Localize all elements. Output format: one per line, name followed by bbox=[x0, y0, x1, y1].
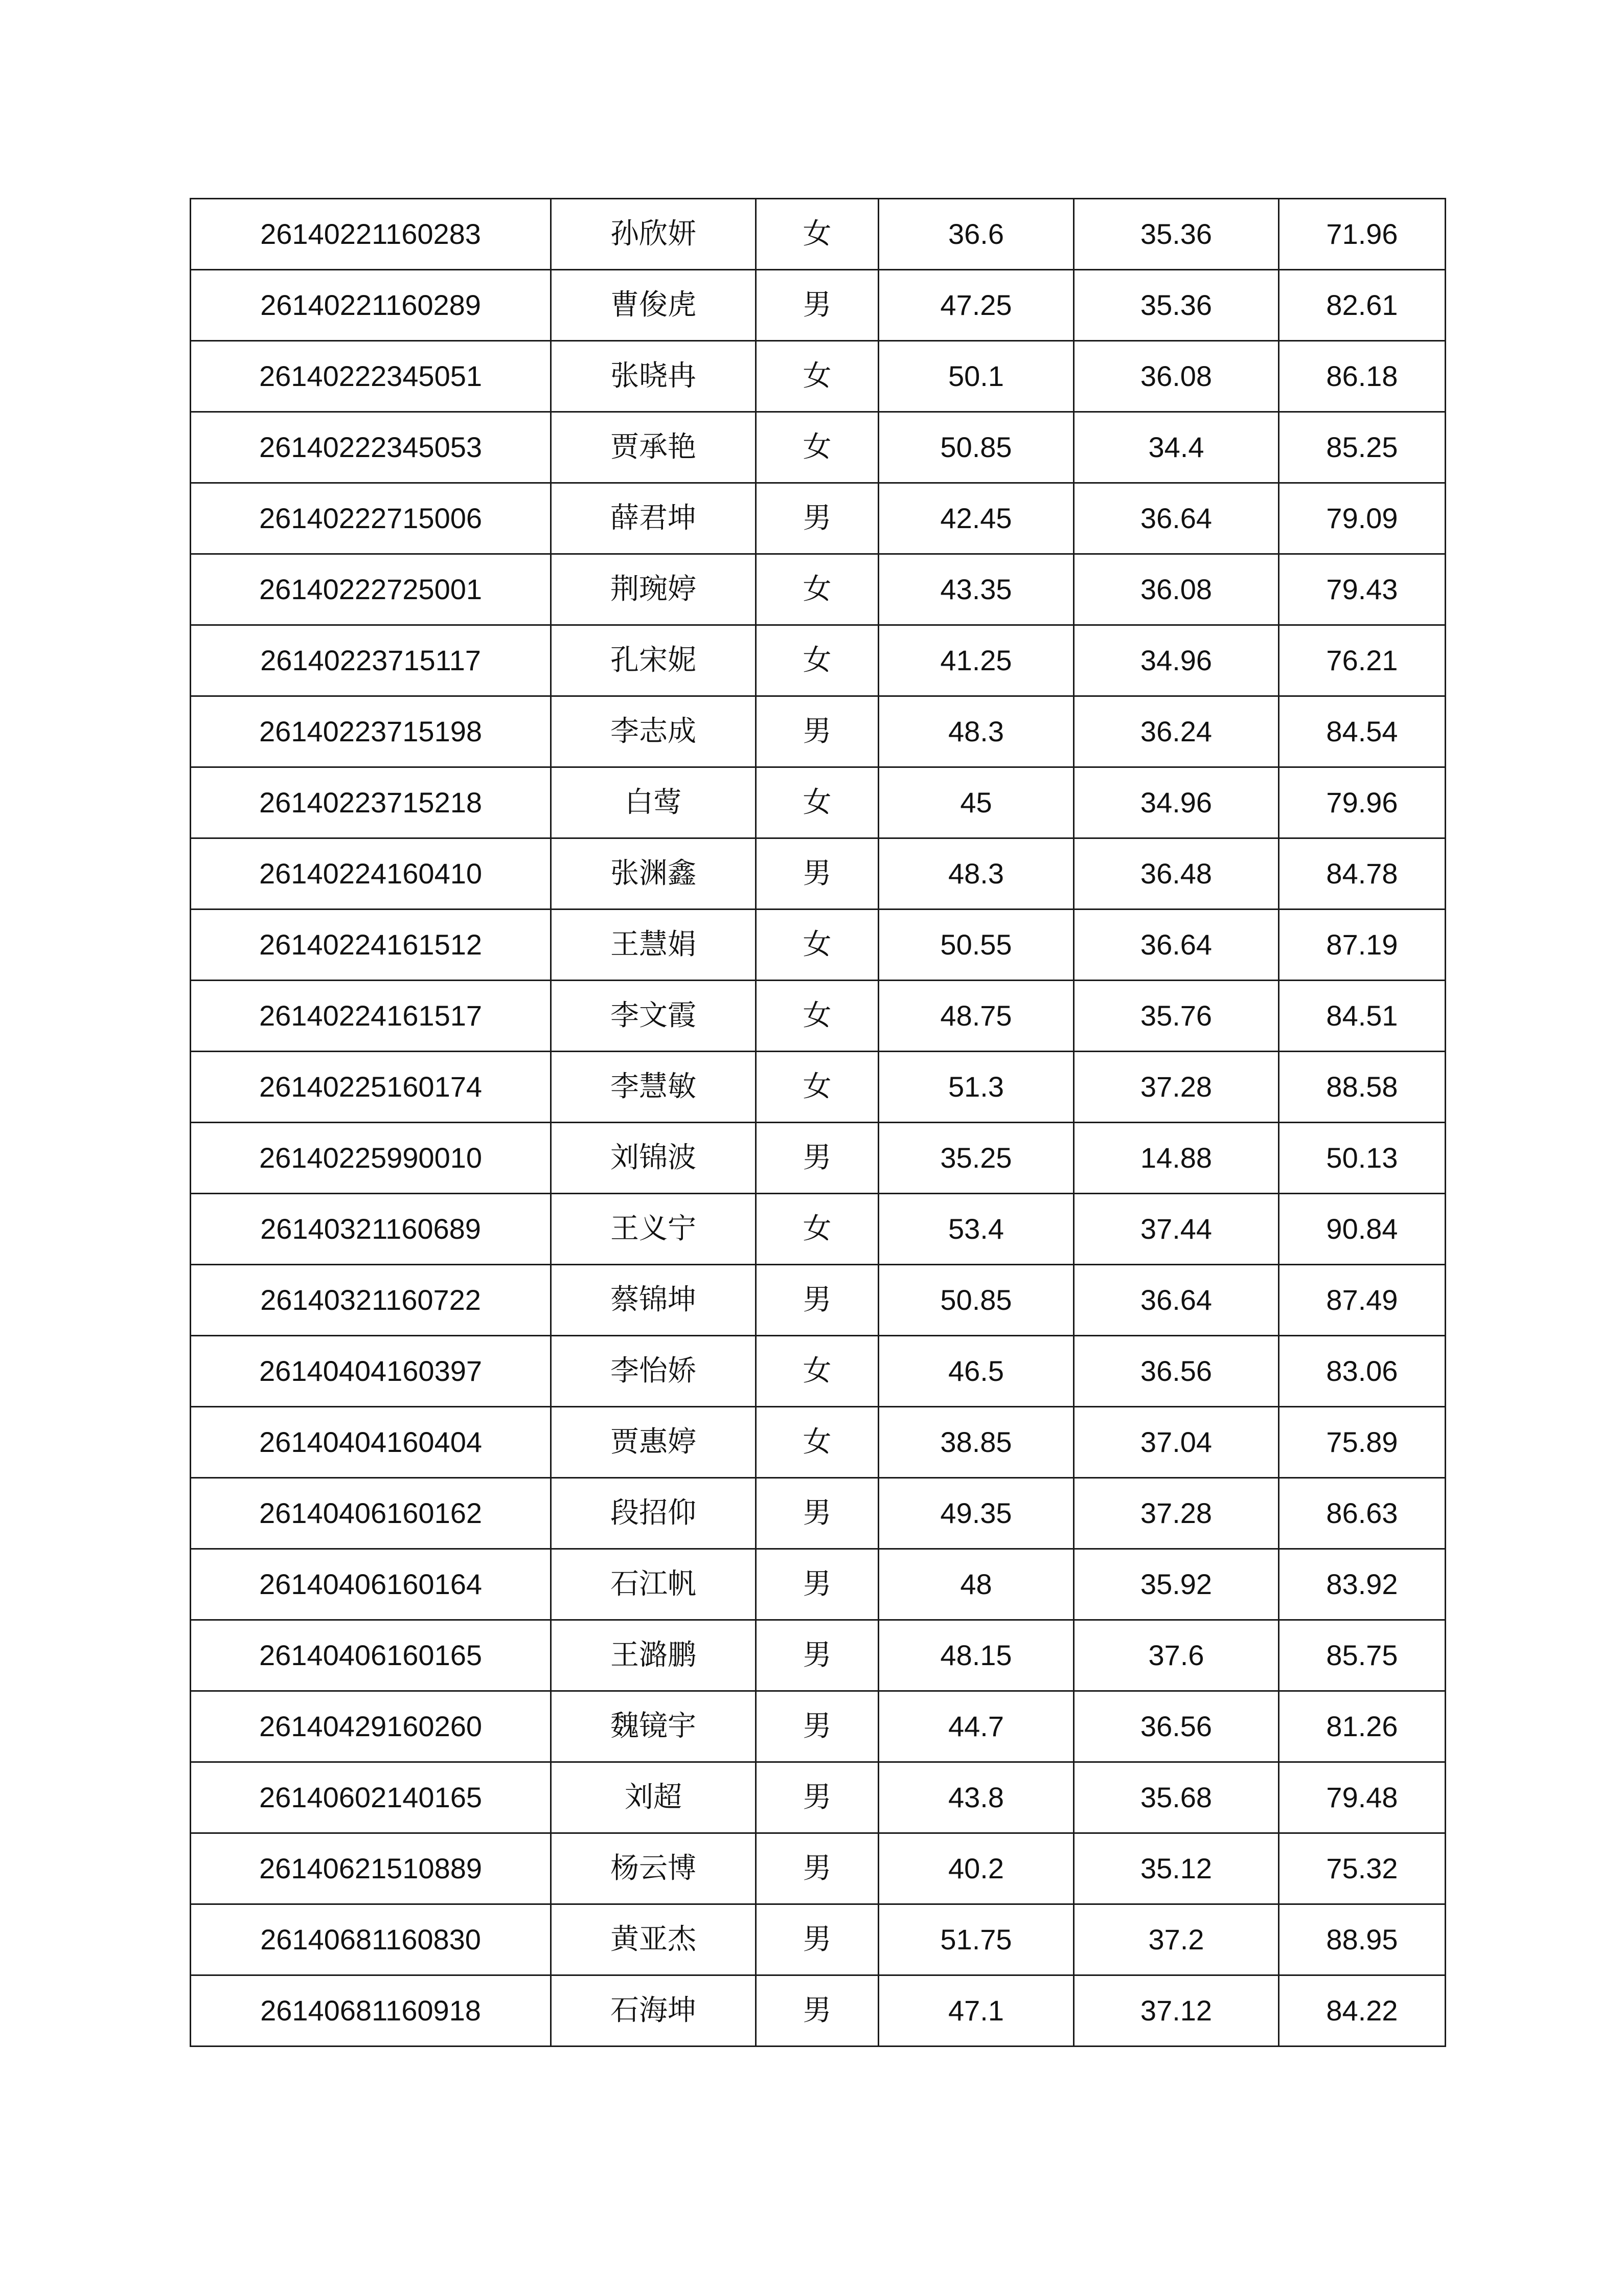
gender-cell: 女 bbox=[756, 199, 879, 270]
score-2-cell: 14.88 bbox=[1074, 1123, 1279, 1194]
candidate-name-cell: 曹俊虎 bbox=[551, 270, 756, 341]
candidate-name-cell: 石海坤 bbox=[551, 1975, 756, 2047]
score-1-cell: 44.7 bbox=[879, 1691, 1074, 1762]
candidate-name-cell: 杨云博 bbox=[551, 1833, 756, 1904]
candidate-id-cell: 26140225990010 bbox=[191, 1123, 551, 1194]
total-score-cell: 84.51 bbox=[1279, 981, 1446, 1052]
score-2-cell: 36.08 bbox=[1074, 341, 1279, 412]
table-row bbox=[191, 1194, 1446, 1265]
total-score-cell: 79.09 bbox=[1279, 483, 1446, 554]
gender-cell: 男 bbox=[756, 483, 879, 554]
gender-cell: 女 bbox=[756, 554, 879, 625]
total-score-cell: 87.49 bbox=[1279, 1265, 1446, 1336]
score-1-cell: 47.25 bbox=[879, 270, 1074, 341]
score-2-cell: 35.36 bbox=[1074, 270, 1279, 341]
score-2-cell: 36.56 bbox=[1074, 1336, 1279, 1407]
gender-cell: 女 bbox=[756, 1052, 879, 1123]
score-1-cell: 45 bbox=[879, 767, 1074, 838]
total-score-cell: 84.22 bbox=[1279, 1975, 1446, 2047]
score-table bbox=[190, 198, 1446, 2047]
score-1-cell: 43.35 bbox=[879, 554, 1074, 625]
table-row bbox=[191, 270, 1446, 341]
gender-cell: 男 bbox=[756, 1123, 879, 1194]
candidate-name-cell: 白莺 bbox=[551, 767, 756, 838]
gender-cell: 女 bbox=[756, 341, 879, 412]
total-score-cell: 87.19 bbox=[1279, 910, 1446, 981]
score-2-cell: 35.36 bbox=[1074, 199, 1279, 270]
total-score-cell: 83.92 bbox=[1279, 1549, 1446, 1620]
table-row bbox=[191, 1904, 1446, 1975]
score-1-cell: 36.6 bbox=[879, 199, 1074, 270]
candidate-name-cell: 薛君坤 bbox=[551, 483, 756, 554]
score-1-cell: 48 bbox=[879, 1549, 1074, 1620]
candidate-id-cell: 26140222345053 bbox=[191, 412, 551, 483]
candidate-id-cell: 26140404160397 bbox=[191, 1336, 551, 1407]
candidate-name-cell: 王潞鹏 bbox=[551, 1620, 756, 1691]
score-1-cell: 50.55 bbox=[879, 910, 1074, 981]
candidate-name-cell: 张渊鑫 bbox=[551, 838, 756, 910]
candidate-name-cell: 石江帆 bbox=[551, 1549, 756, 1620]
candidate-name-cell: 王慧娟 bbox=[551, 910, 756, 981]
candidate-id-cell: 26140224161517 bbox=[191, 981, 551, 1052]
score-1-cell: 53.4 bbox=[879, 1194, 1074, 1265]
gender-cell: 女 bbox=[756, 981, 879, 1052]
candidate-id-cell: 26140681160918 bbox=[191, 1975, 551, 2047]
score-2-cell: 35.76 bbox=[1074, 981, 1279, 1052]
gender-cell: 男 bbox=[756, 270, 879, 341]
table-row bbox=[191, 838, 1446, 910]
candidate-id-cell: 26140602140165 bbox=[191, 1762, 551, 1833]
gender-cell: 男 bbox=[756, 1620, 879, 1691]
table-row bbox=[191, 1478, 1446, 1549]
candidate-id-cell: 26140223715117 bbox=[191, 625, 551, 696]
table-row bbox=[191, 1975, 1446, 2047]
candidate-id-cell: 26140224160410 bbox=[191, 838, 551, 910]
score-2-cell: 37.28 bbox=[1074, 1478, 1279, 1549]
candidate-name-cell: 荆琬婷 bbox=[551, 554, 756, 625]
total-score-cell: 88.95 bbox=[1279, 1904, 1446, 1975]
score-2-cell: 35.68 bbox=[1074, 1762, 1279, 1833]
table-row bbox=[191, 1407, 1446, 1478]
gender-cell: 男 bbox=[756, 1549, 879, 1620]
gender-cell: 女 bbox=[756, 625, 879, 696]
total-score-cell: 85.75 bbox=[1279, 1620, 1446, 1691]
candidate-name-cell: 刘超 bbox=[551, 1762, 756, 1833]
table-row bbox=[191, 625, 1446, 696]
score-2-cell: 37.12 bbox=[1074, 1975, 1279, 2047]
table-row bbox=[191, 1833, 1446, 1904]
candidate-id-cell: 26140222725001 bbox=[191, 554, 551, 625]
total-score-cell: 84.54 bbox=[1279, 696, 1446, 767]
candidate-id-cell: 26140406160164 bbox=[191, 1549, 551, 1620]
total-score-cell: 75.32 bbox=[1279, 1833, 1446, 1904]
candidate-id-cell: 26140406160162 bbox=[191, 1478, 551, 1549]
score-2-cell: 36.56 bbox=[1074, 1691, 1279, 1762]
gender-cell: 女 bbox=[756, 1194, 879, 1265]
total-score-cell: 86.18 bbox=[1279, 341, 1446, 412]
score-1-cell: 41.25 bbox=[879, 625, 1074, 696]
total-score-cell: 75.89 bbox=[1279, 1407, 1446, 1478]
score-2-cell: 36.64 bbox=[1074, 483, 1279, 554]
table-row bbox=[191, 1549, 1446, 1620]
gender-cell: 男 bbox=[756, 1904, 879, 1975]
candidate-id-cell: 26140225160174 bbox=[191, 1052, 551, 1123]
score-2-cell: 36.48 bbox=[1074, 838, 1279, 910]
gender-cell: 男 bbox=[756, 696, 879, 767]
candidate-name-cell: 段招仰 bbox=[551, 1478, 756, 1549]
table-row bbox=[191, 341, 1446, 412]
candidate-name-cell: 贾惠婷 bbox=[551, 1407, 756, 1478]
score-1-cell: 48.15 bbox=[879, 1620, 1074, 1691]
candidate-name-cell: 李志成 bbox=[551, 696, 756, 767]
candidate-name-cell: 王义宁 bbox=[551, 1194, 756, 1265]
table-row bbox=[191, 554, 1446, 625]
candidate-id-cell: 26140621510889 bbox=[191, 1833, 551, 1904]
total-score-cell: 86.63 bbox=[1279, 1478, 1446, 1549]
table-row bbox=[191, 981, 1446, 1052]
gender-cell: 男 bbox=[756, 1265, 879, 1336]
score-1-cell: 47.1 bbox=[879, 1975, 1074, 2047]
total-score-cell: 79.48 bbox=[1279, 1762, 1446, 1833]
score-1-cell: 50.85 bbox=[879, 1265, 1074, 1336]
table-row bbox=[191, 696, 1446, 767]
score-2-cell: 34.96 bbox=[1074, 767, 1279, 838]
score-1-cell: 42.45 bbox=[879, 483, 1074, 554]
score-1-cell: 43.8 bbox=[879, 1762, 1074, 1833]
table-row bbox=[191, 1620, 1446, 1691]
candidate-name-cell: 魏镜宇 bbox=[551, 1691, 756, 1762]
score-1-cell: 48.3 bbox=[879, 838, 1074, 910]
score-2-cell: 37.2 bbox=[1074, 1904, 1279, 1975]
score-1-cell: 40.2 bbox=[879, 1833, 1074, 1904]
gender-cell: 男 bbox=[756, 1478, 879, 1549]
total-score-cell: 84.78 bbox=[1279, 838, 1446, 910]
score-2-cell: 35.12 bbox=[1074, 1833, 1279, 1904]
score-2-cell: 34.96 bbox=[1074, 625, 1279, 696]
total-score-cell: 83.06 bbox=[1279, 1336, 1446, 1407]
score-1-cell: 50.85 bbox=[879, 412, 1074, 483]
candidate-id-cell: 26140222345051 bbox=[191, 341, 551, 412]
total-score-cell: 71.96 bbox=[1279, 199, 1446, 270]
candidate-name-cell: 刘锦波 bbox=[551, 1123, 756, 1194]
table-row bbox=[191, 1762, 1446, 1833]
score-2-cell: 37.28 bbox=[1074, 1052, 1279, 1123]
gender-cell: 女 bbox=[756, 1407, 879, 1478]
score-2-cell: 37.44 bbox=[1074, 1194, 1279, 1265]
score-2-cell: 36.64 bbox=[1074, 1265, 1279, 1336]
candidate-id-cell: 26140222715006 bbox=[191, 483, 551, 554]
candidate-id-cell: 26140221160283 bbox=[191, 199, 551, 270]
gender-cell: 男 bbox=[756, 1833, 879, 1904]
candidate-name-cell: 贾承艳 bbox=[551, 412, 756, 483]
table-body bbox=[191, 199, 1446, 2047]
total-score-cell: 90.84 bbox=[1279, 1194, 1446, 1265]
score-2-cell: 36.08 bbox=[1074, 554, 1279, 625]
candidate-id-cell: 26140223715218 bbox=[191, 767, 551, 838]
score-1-cell: 50.1 bbox=[879, 341, 1074, 412]
table-row bbox=[191, 412, 1446, 483]
score-2-cell: 35.92 bbox=[1074, 1549, 1279, 1620]
score-2-cell: 34.4 bbox=[1074, 412, 1279, 483]
total-score-cell: 82.61 bbox=[1279, 270, 1446, 341]
candidate-name-cell: 李怡娇 bbox=[551, 1336, 756, 1407]
candidate-id-cell: 26140321160722 bbox=[191, 1265, 551, 1336]
candidate-name-cell: 蔡锦坤 bbox=[551, 1265, 756, 1336]
candidate-name-cell: 孙欣妍 bbox=[551, 199, 756, 270]
candidate-name-cell: 李慧敏 bbox=[551, 1052, 756, 1123]
score-2-cell: 36.24 bbox=[1074, 696, 1279, 767]
table-row bbox=[191, 1123, 1446, 1194]
score-1-cell: 48.75 bbox=[879, 981, 1074, 1052]
candidate-id-cell: 26140321160689 bbox=[191, 1194, 551, 1265]
candidate-id-cell: 26140404160404 bbox=[191, 1407, 551, 1478]
score-2-cell: 37.6 bbox=[1074, 1620, 1279, 1691]
score-1-cell: 51.3 bbox=[879, 1052, 1074, 1123]
table-row bbox=[191, 483, 1446, 554]
candidate-id-cell: 26140223715198 bbox=[191, 696, 551, 767]
total-score-cell: 81.26 bbox=[1279, 1691, 1446, 1762]
total-score-cell: 79.96 bbox=[1279, 767, 1446, 838]
gender-cell: 女 bbox=[756, 910, 879, 981]
candidate-id-cell: 26140221160289 bbox=[191, 270, 551, 341]
table-row bbox=[191, 199, 1446, 270]
score-1-cell: 51.75 bbox=[879, 1904, 1074, 1975]
total-score-cell: 85.25 bbox=[1279, 412, 1446, 483]
candidate-id-cell: 26140406160165 bbox=[191, 1620, 551, 1691]
score-2-cell: 36.64 bbox=[1074, 910, 1279, 981]
gender-cell: 女 bbox=[756, 412, 879, 483]
candidate-id-cell: 26140224161512 bbox=[191, 910, 551, 981]
table-row bbox=[191, 1691, 1446, 1762]
gender-cell: 女 bbox=[756, 767, 879, 838]
total-score-cell: 88.58 bbox=[1279, 1052, 1446, 1123]
score-1-cell: 35.25 bbox=[879, 1123, 1074, 1194]
score-1-cell: 48.3 bbox=[879, 696, 1074, 767]
gender-cell: 女 bbox=[756, 1336, 879, 1407]
total-score-cell: 79.43 bbox=[1279, 554, 1446, 625]
candidate-name-cell: 孔宋妮 bbox=[551, 625, 756, 696]
candidate-id-cell: 26140681160830 bbox=[191, 1904, 551, 1975]
score-1-cell: 49.35 bbox=[879, 1478, 1074, 1549]
gender-cell: 男 bbox=[756, 1975, 879, 2047]
score-2-cell: 37.04 bbox=[1074, 1407, 1279, 1478]
candidate-name-cell: 李文霞 bbox=[551, 981, 756, 1052]
table-row bbox=[191, 767, 1446, 838]
gender-cell: 男 bbox=[756, 1762, 879, 1833]
total-score-cell: 76.21 bbox=[1279, 625, 1446, 696]
gender-cell: 男 bbox=[756, 1691, 879, 1762]
total-score-cell: 50.13 bbox=[1279, 1123, 1446, 1194]
score-1-cell: 46.5 bbox=[879, 1336, 1074, 1407]
table-row bbox=[191, 1052, 1446, 1123]
gender-cell: 男 bbox=[756, 838, 879, 910]
candidate-id-cell: 26140429160260 bbox=[191, 1691, 551, 1762]
table-row bbox=[191, 1265, 1446, 1336]
table-row bbox=[191, 910, 1446, 981]
score-1-cell: 38.85 bbox=[879, 1407, 1074, 1478]
candidate-name-cell: 张晓冉 bbox=[551, 341, 756, 412]
candidate-name-cell: 黄亚杰 bbox=[551, 1904, 756, 1975]
table-row bbox=[191, 1336, 1446, 1407]
